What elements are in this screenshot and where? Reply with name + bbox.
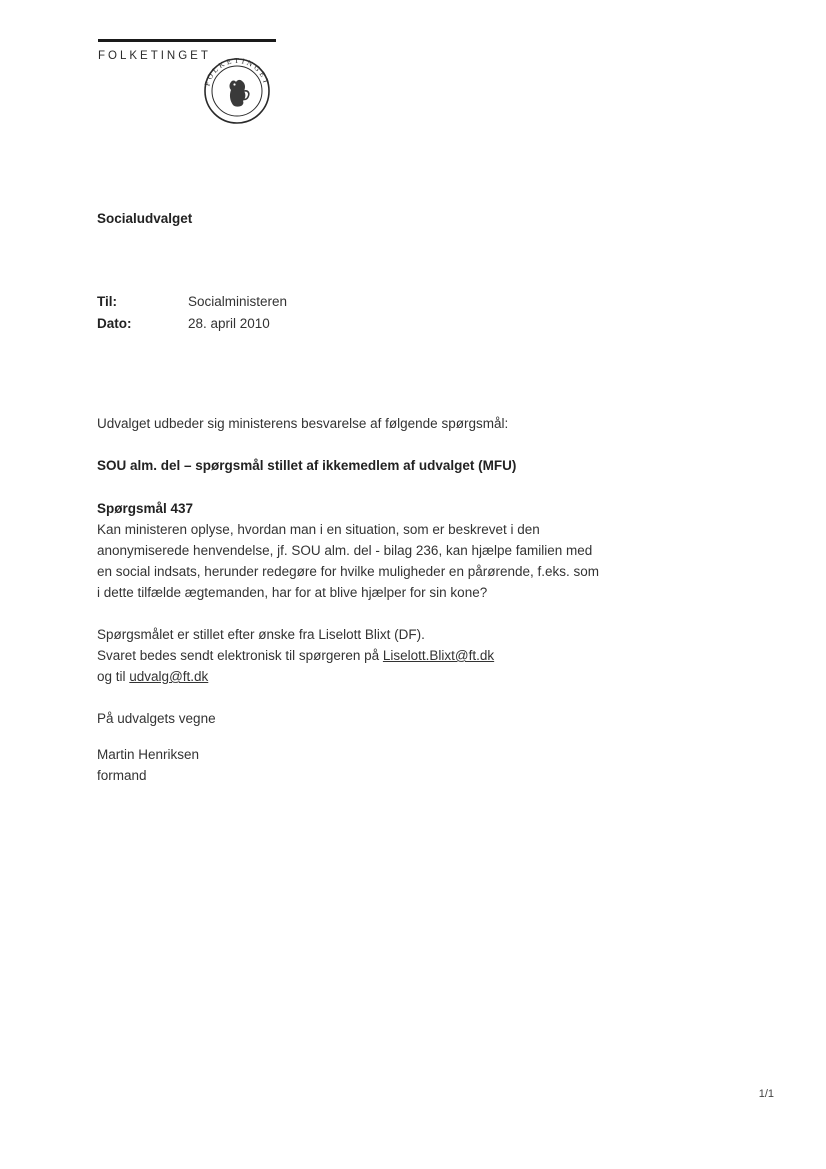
email-link-liselott-blixt[interactable]: Liselott.Blixt@ft.dk	[382, 648, 495, 663]
closing-line: På udvalgets vegne	[97, 711, 216, 726]
subject-line: SOU alm. del – spørgsmål stillet af ikkemedlem af udvalget (MFU)	[97, 458, 517, 473]
question-text: Kan ministeren oplyse, hvordan man i en situation, som er beskrevet i den anonymiserede henvendelse, jf. SOU alm. del - bilag 236, kan hjælpe familien med en social indsats, herunder redegøre for hvilke muligheder en pårørende, f.eks. som i dette tilfælde ægtemanden, har for at blive hjælper for sin kone?	[97, 522, 600, 600]
seal-circular-text: FOLKETINGET	[203, 57, 271, 88]
request-line-3	[97, 666, 602, 687]
request-line-2	[97, 645, 602, 666]
date-label: Dato:	[97, 316, 132, 331]
request-line-1: Spørgsmålet er stillet efter ønske fra Liselott Blixt (DF).	[97, 627, 425, 642]
meta-row-to	[97, 291, 287, 313]
committee-name: Socialudvalget	[97, 211, 193, 226]
intro-paragraph: Udvalget udbeder sig ministerens besvarelse af følgende spørgsmål:	[97, 416, 509, 431]
signature-block	[97, 744, 199, 786]
organization-name: FOLKETINGET	[98, 50, 211, 62]
page-number: 1/1	[758, 1088, 774, 1100]
question-title: Spørgsmål 437	[97, 501, 194, 516]
signature-title: formand	[97, 768, 147, 783]
request-line-2-prefix: Svaret bedes sendt elektronisk til spørgeren på	[97, 648, 383, 663]
folketinget-seal-icon	[203, 57, 271, 125]
letter-body	[97, 413, 602, 729]
date-value: 28. april 2010	[188, 316, 270, 331]
meta-row-date	[97, 313, 287, 335]
email-link-udvalg[interactable]: udvalg@ft.dk	[129, 669, 209, 684]
lion-emblem-icon	[230, 80, 249, 107]
to-value: Socialministeren	[188, 294, 288, 309]
to-label: Til:	[97, 294, 117, 309]
request-line-3-prefix: og til	[97, 669, 130, 684]
letter-meta	[97, 291, 287, 335]
signature-name: Martin Henriksen	[97, 747, 200, 762]
letterhead-rule	[98, 39, 276, 42]
